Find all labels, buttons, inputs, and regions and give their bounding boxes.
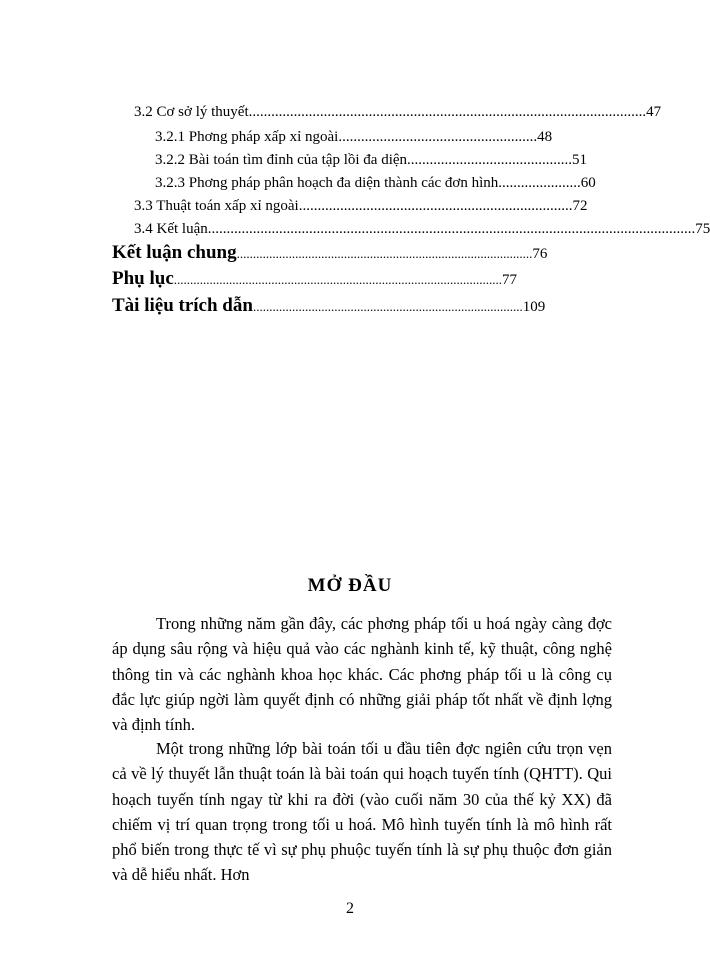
page-number: 2: [346, 900, 354, 917]
toc-page-number: 51: [572, 152, 588, 168]
section-heading: MỞ ĐẦU: [307, 575, 393, 596]
toc-leader-dots: ............................................: [407, 152, 573, 168]
toc-entry[interactable]: [155, 129, 575, 146]
toc-entry-title: Tài liệu trích dẫn: [112, 295, 253, 316]
toc-leader-dots: ..........................................................................................................: [248, 104, 647, 120]
toc-entry-title: 3.3 Thuật toán xấp xỉ ngoài: [134, 198, 299, 214]
toc-leader-dots: ...................................................................................: [252, 299, 523, 314]
toc-entry[interactable]: [155, 152, 595, 169]
toc-entry[interactable]: [112, 268, 518, 290]
toc-entry[interactable]: [134, 104, 662, 121]
toc-page-number: 77: [502, 272, 518, 288]
toc-entry[interactable]: [134, 221, 710, 238]
toc-page-number: 75: [695, 221, 710, 237]
toc-entry[interactable]: [134, 198, 588, 215]
toc-entry-title: 3.4 Kết luận: [134, 221, 208, 237]
paragraph: Trong những năm gần đây, các phơng pháp tối u hoá ngày càng đợc áp dụng sâu rộng và hiệu quả vào các nghành kinh tế, kỹ thuật, công nghệ thông tin và các nghành khoa học khác. Các phơng pháp tối u là công cụ đắc lực giúp ngời làm quyết định có những giải pháp tốt nhất về định lợng và định tính.: [112, 614, 612, 735]
toc-page-number: 60: [580, 175, 596, 191]
toc-leader-dots: ..................................................................................................................................: [207, 221, 696, 237]
toc-leader-dots: .........................................................................: [298, 198, 573, 214]
paragraph: Một trong những lớp bài toán tối u đầu tiên đợc ngiên cứu trọn vẹn cả về lý thuyết lẫn thuật toán là bài toán qui hoạch tuyến tính (QHTT). Qui hoạch tuyến tính ngay từ khi ra đời (vào cuối năm 30 của thế kỷ XX) đã chiếm vị trí quan trọng trong tối u hoá. Mô hình tuyến tính là mô hình rất phổ biến trong thực tế vì sự phụ phuộc tuyến tính là sự phụ thuộc đơn giản và dễ hiểu nhất. Hơn: [112, 739, 612, 885]
toc-leader-dots: ...........................................................................................: [236, 246, 533, 261]
toc-entry-title: Phụ lục: [112, 268, 174, 289]
toc-entry-title: 3.2 Cơ sở lý thuyết: [134, 104, 249, 120]
toc-leader-dots: .....................................................: [338, 129, 538, 145]
toc-entry-title: Kết luận chung: [112, 242, 237, 263]
toc-page-number: 109: [522, 299, 546, 315]
toc-entry-title: 3.2.2 Bài toán tìm đỉnh của tập lồi đa diện: [155, 152, 408, 168]
toc-page-number: 47: [646, 104, 662, 120]
toc-leader-dots: .....................................................................................................: [173, 272, 503, 287]
toc-entry[interactable]: [112, 295, 546, 317]
toc-entry-title: 3.2.3 Phơng pháp phân hoạch đa diện thành các đơn hình: [155, 175, 499, 191]
toc-entry[interactable]: [155, 175, 647, 192]
toc-page-number: 48: [537, 129, 553, 145]
toc-entry[interactable]: [112, 242, 548, 264]
toc-page-number: 76: [532, 246, 548, 262]
toc-entry-title: 3.2.1 Phơng pháp xấp xỉ ngoài: [155, 129, 339, 145]
toc-leader-dots: ......................: [498, 175, 581, 191]
toc-page-number: 72: [572, 198, 588, 214]
